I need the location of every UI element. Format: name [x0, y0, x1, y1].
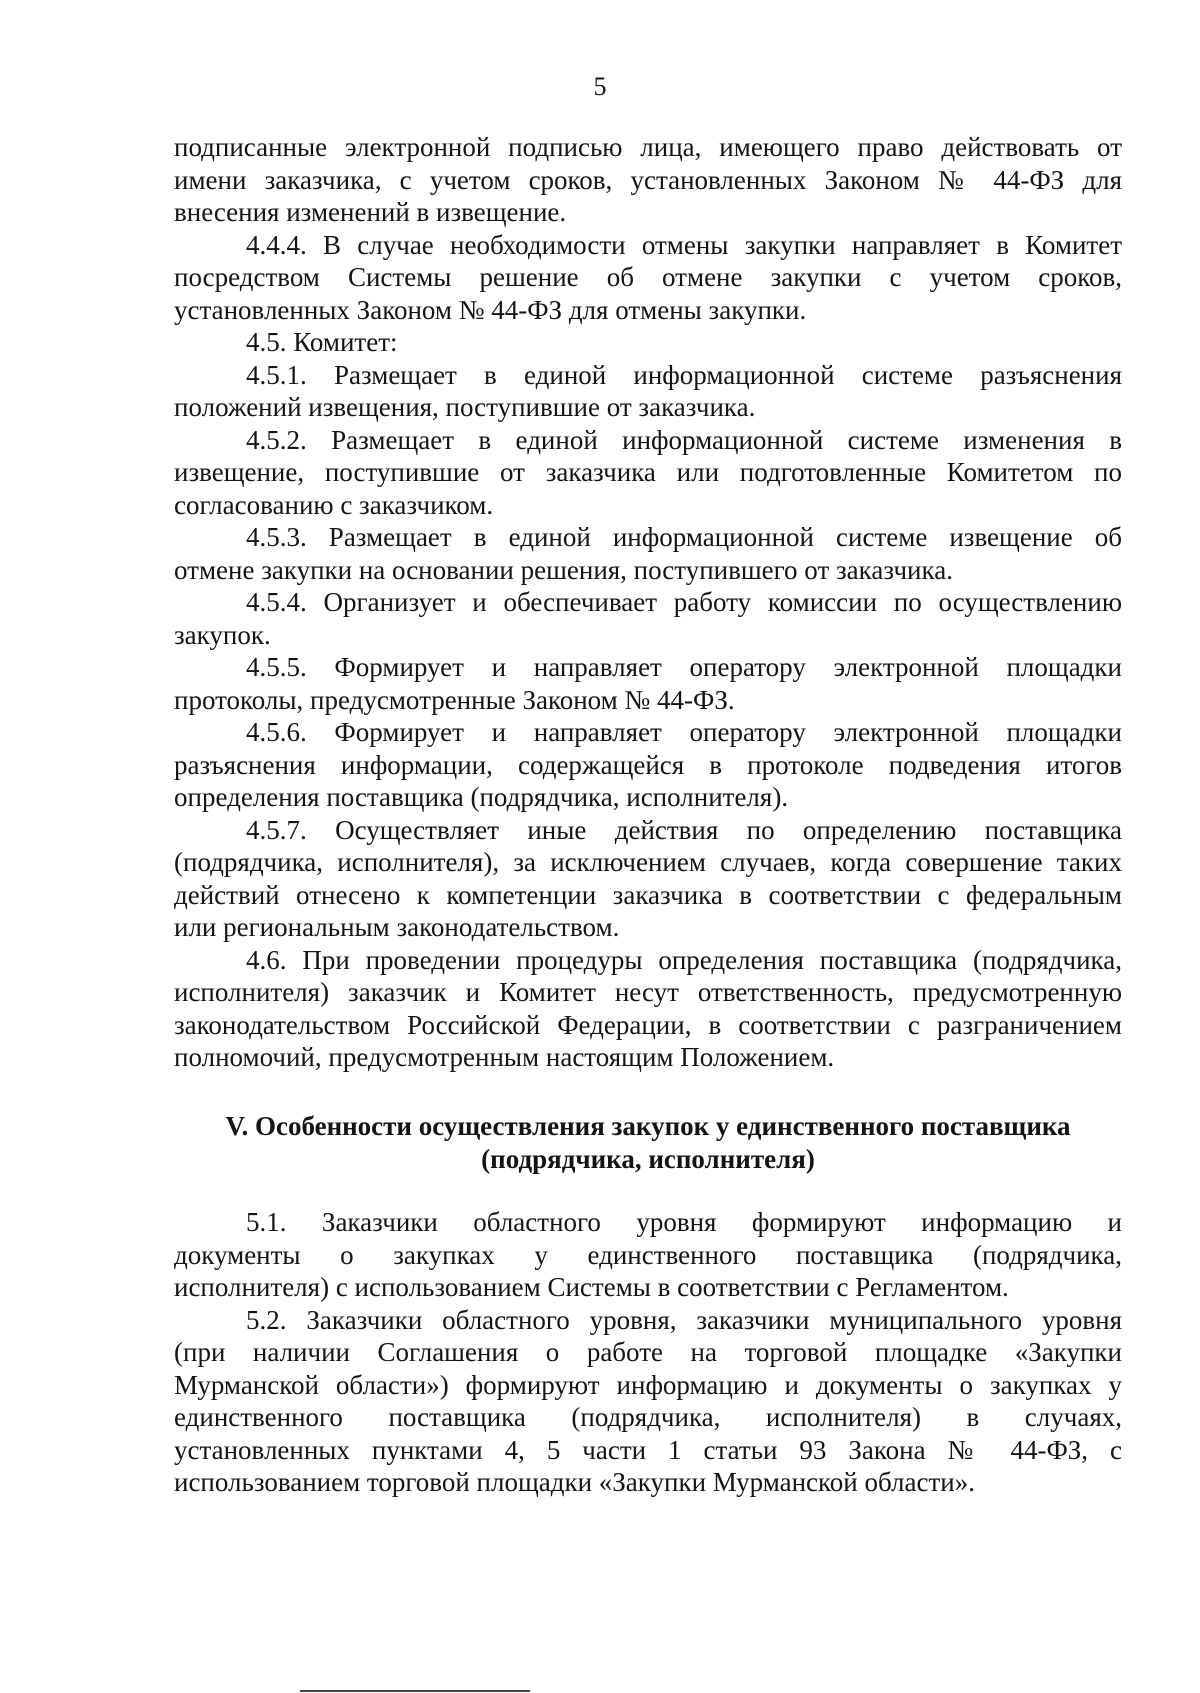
text-line: 5.2. Заказчики областного уровня, заказчики муниципального уровня [246, 1304, 1122, 1335]
text-line: имени заказчика, с учетом сроков, установленных Законом № 44-ФЗ для [174, 164, 1122, 195]
text-line: определения поставщика (подрядчика, исполнителя). [174, 782, 789, 812]
text-line: 4.5.3. Размещает в единой информационной системе извещение об [246, 522, 1122, 552]
text-line: использованием торговой площадки «Закупки Мурманской области». [174, 1467, 975, 1497]
text-line: 4.5.2. Размещает в единой информационной системе изменения в [246, 424, 1122, 455]
text-line: извещение, поступившие от заказчика или подготовленные Комитетом по [174, 457, 1122, 487]
text-line: 4.4.4. В случае необходимости отмены закупки направляет в Комитет [246, 229, 1122, 260]
text-line: единственного поставщика (подрядчика, исполнителя) в случаях, [174, 1402, 1122, 1432]
text-line: 4.6. При проведении процедуры определения поставщика (подрядчика, [246, 944, 1122, 975]
text-line: 4.5.4. Организует и обеспечивает работу комиссии по осуществлению [246, 587, 1122, 617]
text-line: (при наличии Соглашения о работе на торговой площадке «Закупки [174, 1337, 1122, 1367]
text-line: разъяснения информации, содержащейся в протоколе подведения итогов [174, 749, 1122, 780]
text-line: (подрядчика, исполнителя), за исключением случаев, когда совершение таких [174, 847, 1122, 877]
section-4-text [174, 131, 1122, 1074]
text-line: 5.1. Заказчики областного уровня формируют информацию и [246, 1207, 1122, 1237]
text-line: положений извещения, поступившие от заказчика. [174, 392, 756, 422]
text-line: исполнителя) заказчик и Комитет несут ответственность, предусмотренную [174, 977, 1122, 1007]
text-line: законодательством Российской Федерации, в соответствии с разграничением [174, 1009, 1122, 1040]
text-line: 4.5. Комитет: [246, 327, 398, 357]
text-line: 4.5.1. Размещает в единой информационной системе разъяснения [246, 359, 1122, 390]
text-line: закупок. [174, 619, 271, 650]
text-line: установленных Законом № 44-ФЗ для отмены закупки. [174, 294, 807, 325]
text-line: 4.5.5. Формирует и направляет оператору электронной площадки [246, 652, 1122, 682]
text-line: 4.5.7. Осуществляет иные действия по определению поставщика [246, 814, 1122, 845]
text-line: протоколы, предусмотренные Законом № 44-ФЗ. [174, 684, 735, 715]
text-line: внесения изменений в извещение. [174, 197, 567, 227]
text-line: установленных пунктами 4, 5 части 1 статьи 93 Закона № 44-ФЗ, с [174, 1434, 1122, 1465]
text-line: полномочий, предусмотренным настоящим Положением. [174, 1042, 835, 1072]
section-heading-line: V. Особенности осуществления закупок у единственного поставщика [225, 1111, 1071, 1141]
text-line: согласованию с заказчиком. [174, 489, 494, 520]
text-line: документы о закупках у единственного поставщика (подрядчика, [174, 1239, 1122, 1270]
text-line: 4.5.6. Формирует и направляет оператору электронной площадки [246, 717, 1122, 747]
text-line: подписанные электронной подписью лица, имеющего право действовать от [174, 132, 1122, 162]
text-line: посредством Системы решение об отмене закупки с учетом сроков, [174, 262, 1122, 292]
page-number: 5 [593, 72, 607, 101]
text-line: исполнителя) с использованием Системы в соответствии с Регламентом. [174, 1272, 1009, 1302]
text-line: Мурманской области») формируют информацию и документы о закупках у [174, 1369, 1122, 1400]
section-5-text [174, 1206, 1122, 1499]
footer-divider [300, 1690, 530, 1692]
text-line: действий отнесено к компетенции заказчика в соответствии с федеральным [174, 879, 1122, 910]
text-line: или региональным законодательством. [174, 912, 620, 942]
section-heading-line: (подрядчика, исполнителя) [481, 1143, 815, 1174]
section-heading [174, 1110, 1122, 1175]
text-line: отмене закупки на основании решения, поступившего от заказчика. [174, 554, 953, 585]
